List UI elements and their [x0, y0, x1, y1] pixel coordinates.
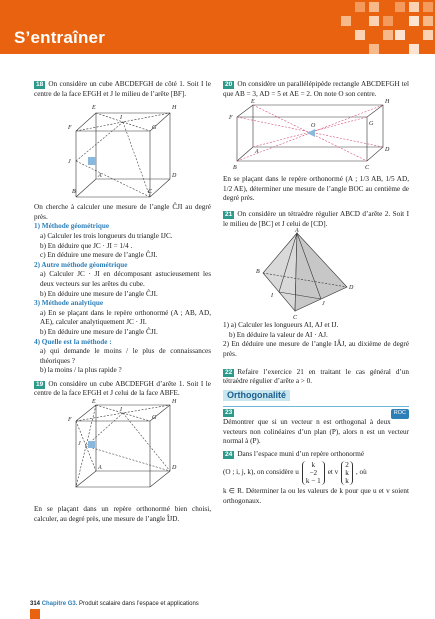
left-column: [34, 50, 211, 524]
ex18-m3: 3) Méthode analytique: [34, 299, 104, 308]
svg-text:I: I: [120, 407, 122, 414]
page-footer: [30, 601, 199, 607]
ex18-m4b: b) la moins / la plus rapide ?: [40, 366, 122, 375]
right-column: [223, 50, 409, 506]
svg-text:A: A: [295, 228, 299, 235]
svg-text:G: G: [369, 121, 374, 128]
cube-figure-19: [34, 399, 211, 489]
u-y: −2: [309, 469, 318, 478]
u-z: k − 1: [305, 477, 321, 486]
page-number: 314: [30, 601, 41, 607]
chapter-label: Chapitre G3.: [41, 601, 78, 607]
ex24-text5: k ∈ R. Déterminer la ou les valeurs de k pour que u et v soient orthogonaux.: [223, 487, 409, 505]
vector-u: [302, 461, 325, 485]
svg-text:E: E: [92, 105, 96, 112]
tetrahedron-figure-21: [223, 228, 409, 322]
box-figure-20: [223, 99, 409, 172]
page-title: S’entraîner: [14, 28, 106, 47]
svg-text:H: H: [172, 399, 177, 406]
svg-text:J: J: [322, 301, 325, 308]
ex18-m1a: a) Calculer les trois longueurs du triangle IJC.: [40, 231, 173, 240]
ex21-q1a: 1) a) Calculer les longueurs AI, AJ et IJ.: [223, 321, 339, 330]
svg-text:G: G: [152, 125, 157, 132]
svg-text:E: E: [92, 399, 96, 406]
svg-text:A: A: [255, 149, 259, 156]
svg-text:F: F: [229, 115, 233, 122]
ex24-text2: (O ; i, j, k), on considère u: [223, 468, 299, 477]
svg-text:E: E: [251, 99, 255, 106]
ex19-intro: 19 On considère un cube ABCDEFGH d’arête 1. Soit I le centre de la face EFGH et J celui de la face ABFE.: [34, 379, 211, 398]
ex18-m1c: c) En déduire une mesure de l’angle ĈJI.: [40, 251, 158, 260]
svg-text:A: A: [98, 173, 102, 180]
ex19-number: 19: [36, 380, 44, 388]
ex19-question: En se plaçant dans un repère orthonormé bien choisi, calculer, au degré près, une mesure de l’angle ÎJD.: [34, 505, 211, 523]
ex18-intro: 18 On considère un cube ABCDEFGH de côté 1. Soit I le centre de la face EFGH et J le milieu de l’arête [BF].: [34, 80, 211, 98]
ex23-number: 23: [225, 409, 233, 417]
svg-text:B: B: [233, 165, 237, 172]
ex18-number: 18: [36, 81, 44, 88]
ex23-header: [223, 406, 409, 418]
ex21-number: 21: [225, 210, 233, 218]
svg-text:I: I: [120, 115, 122, 122]
ex20-number: 20: [225, 81, 233, 88]
svg-text:J: J: [78, 441, 81, 448]
svg-text:D: D: [385, 147, 390, 154]
svg-text:C: C: [293, 315, 298, 322]
svg-text:D: D: [172, 173, 177, 180]
ex18-question: On cherche à calculer une mesure de l’angle ĈJI au degré près.: [34, 203, 211, 221]
ex24-text1: 24 Dans l’espace muni d’un repère orthonormé: [225, 449, 365, 458]
v-y: k: [345, 469, 349, 478]
v-z: k: [345, 477, 349, 486]
ex20-intro: 20 On considère un parallélépipède rectangle ABCDEFGH tel que AB = 3, AD = 5 et AE = 2. On note O son centre.: [223, 80, 409, 98]
svg-text:H: H: [385, 99, 390, 106]
svg-text:C: C: [365, 165, 370, 172]
ex18-m4: 4) Quelle est la méthode :: [34, 337, 112, 346]
svg-text:D: D: [349, 285, 354, 292]
ex24-number: 24: [225, 450, 233, 458]
vector-v: [341, 461, 353, 485]
ex23-text: Démontrer que si un vecteur n est orthogonal à deux vecteurs non colinéaires d’un plan (P), alors n est un vecteur normal à (P).: [223, 417, 409, 446]
cube-figure-18: [34, 99, 211, 195]
ex24-vectors: [223, 461, 409, 485]
svg-text:J: J: [68, 159, 71, 166]
ex24-text4: , où: [355, 468, 367, 477]
ex18-m1b: b) En déduire que JC · JI = 1/4 .: [40, 241, 133, 250]
ex21-q2: 2) En déduire une mesure de l’angle IÂJ, au dixième de degré près.: [223, 340, 409, 358]
svg-text:G: G: [152, 415, 157, 422]
svg-text:F: F: [68, 417, 72, 424]
roc-badge: ROC: [391, 409, 409, 419]
svg-text:C: C: [148, 189, 153, 196]
svg-text:B: B: [72, 189, 76, 196]
ex22-number: 22: [225, 368, 233, 376]
u-x: k: [311, 461, 316, 470]
ex18-m2a: a) Calculer JC · JI en décomposant astucieusement les deux vecteurs sur les arêtes du cube.: [40, 270, 211, 288]
ex18-m3a: a) En se plaçant dans le repère orthonormé (A ; AB, AD, AE), calculer analytiquement JC · JI.: [40, 308, 211, 327]
svg-text:D: D: [172, 465, 177, 472]
section-orthogonalite: Orthogonalité: [223, 390, 290, 402]
ex18-m2: 2) Autre méthode géométrique: [34, 260, 128, 269]
ex18-m3b: b) En déduire une mesure de l’angle ĈJI.: [40, 327, 158, 336]
ex20-question: En se plaçant dans le repère orthonormé (A ; 1/3 AB, 1/5 AD, 1/2 AE), déterminer une mesure de l’angle BOC au centième de degré près.: [223, 175, 409, 203]
ex21-intro: 21 On considère un tétraèdre régulier ABCD d’arête 2. Soit I le milieu de [BC] et J celui de [CD].: [223, 209, 409, 228]
chapter-title: Produit scalaire dans l’espace et applications: [79, 601, 199, 607]
v-x: 2: [345, 461, 349, 470]
header-banner: [0, 0, 435, 54]
ex24-text3: et v: [327, 468, 339, 477]
ex21-q1b: b) En déduire la valeur de AI · AJ.: [229, 330, 328, 339]
svg-text:O: O: [311, 123, 316, 130]
svg-text:A: A: [98, 465, 102, 472]
svg-text:F: F: [68, 125, 72, 132]
svg-text:I: I: [271, 293, 273, 300]
decorative-squares: [245, 0, 435, 54]
ex18-m2b: b) En déduire une mesure de l’angle ĈJI.: [40, 289, 158, 298]
ex22-text: 22 Refaire l’exercice 21 en traitant le cas général d’un tétraèdre régulier d’arête a > 0.: [223, 367, 409, 386]
footer-accent-square: [30, 609, 40, 619]
ex18-m1: 1) Méthode géométrique: [34, 222, 110, 231]
svg-text:B: B: [256, 269, 260, 276]
ex18-m4a: a) qui demande le moins / le plus de connaissances théoriques ?: [40, 347, 211, 365]
svg-text:H: H: [172, 105, 177, 112]
